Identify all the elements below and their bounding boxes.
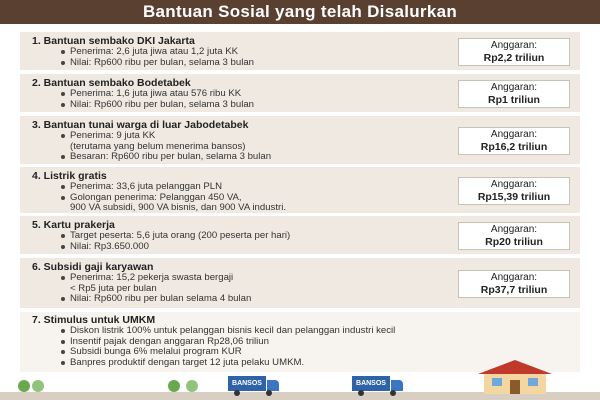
bullet-text: Banpres produktif dengan target 12 juta pelaku UMKM. [70, 356, 305, 368]
header-banner [0, 0, 600, 24]
bullet-item [70, 58, 254, 69]
bullet-item [70, 193, 286, 204]
wheel-icon [358, 390, 364, 396]
bullet-text: Penerima: 1,6 juta jiwa atau 576 ribu KK [70, 88, 242, 99]
aid-item-bullets [70, 273, 251, 305]
bullet-text: Nilai: Rp600 ribu per bulan selama 4 bulan [70, 293, 252, 304]
bullet-item [70, 273, 251, 284]
bullet-dot-icon [61, 361, 65, 365]
bullet-text: Nilai: Rp600 ribu per bulan, selama 3 bulan [70, 98, 254, 110]
budget-box [458, 127, 570, 155]
aid-item-bullets [70, 47, 254, 68]
page-title: Bantuan Sosial yang telah Disalurkan [142, 2, 458, 21]
aid-item-bullets [70, 182, 286, 214]
tree-icon [32, 380, 44, 392]
truck-cargo-label: BANSOS [352, 376, 390, 391]
tree-icon [168, 380, 180, 392]
aid-item-2 [20, 74, 580, 112]
tree-icon [18, 380, 30, 392]
bullet-dot-icon [61, 350, 65, 354]
aid-item-6 [20, 258, 580, 308]
bullet-text: Penerima: 2,6 juta jiwa atau 1,2 juta KK [70, 46, 238, 57]
bullet-text: Penerima: 9 juta KK [70, 130, 156, 141]
aid-item-1 [20, 32, 580, 70]
wheel-icon [266, 390, 272, 396]
aid-item-title: 3. Bantuan tunai warga di luar Jabodetabek [32, 119, 249, 131]
aid-item-title: 5. Kartu prakerja [32, 219, 115, 231]
bullet-item [70, 131, 271, 142]
budget-label: Anggaran: [490, 82, 538, 93]
bullet-text: Diskon listrik 100% untuk pelanggan bisnis kecil dan pelanggan industri kecil [70, 325, 396, 336]
bullet-dot-icon [61, 340, 65, 344]
bullet-item [70, 100, 254, 111]
house-door [510, 380, 520, 394]
bullet-dot-icon [61, 234, 65, 238]
budget-value: Rp15,39 triliun [477, 191, 551, 203]
budget-label: Anggaran: [490, 224, 538, 235]
bullet-text: Golongan penerima: Pelanggan 450 VA, [70, 191, 242, 203]
umkm-title: 7. Stimulus untuk UMKM [32, 314, 156, 326]
bullet-item [70, 152, 271, 163]
budget-value: Rp2,2 triliun [483, 52, 545, 64]
bullet-dot-icon [61, 155, 65, 159]
bullet-text: Nilai: Rp3.650.000 [70, 240, 149, 252]
bullet-text: Subsidi bunga 6% melalui program KUR [70, 346, 242, 357]
bullet-text: Penerima: 33,6 juta pelanggan PLN [70, 181, 223, 192]
bullet-dot-icon [61, 103, 65, 107]
bansos-truck-icon [228, 376, 280, 396]
budget-label: Anggaran: [490, 272, 538, 283]
bullet-item [70, 242, 290, 253]
aid-item-title: 4. Listrik gratis [32, 170, 107, 182]
aid-item-title: 6. Subsidi gaji karyawan [32, 261, 154, 273]
bullet-text: Nilai: Rp600 ribu per bulan, selama 3 bulan [70, 56, 254, 68]
budget-label: Anggaran: [490, 129, 538, 140]
bullet-continuation: 900 VA subsidi, 900 VA bisnis, dan 900 VA industri. [70, 202, 286, 213]
bansos-truck-icon [352, 376, 404, 396]
tree-icon [186, 380, 198, 392]
aid-item-title: 1. Bantuan sembako DKI Jakarta [32, 35, 195, 47]
bullet-dot-icon [61, 276, 65, 280]
budget-box [458, 80, 570, 108]
wheel-icon [234, 390, 240, 396]
bullet-dot-icon [61, 50, 65, 54]
bullet-dot-icon [61, 245, 65, 249]
aid-item-bullets [70, 131, 271, 163]
aid-item-bullets [70, 231, 290, 252]
bullet-dot-icon [61, 92, 65, 96]
house-roof [478, 360, 552, 374]
house-icon [478, 360, 552, 394]
budget-box [458, 222, 570, 250]
house-window [528, 378, 538, 386]
aid-item-4 [20, 167, 580, 213]
budget-box [458, 270, 570, 298]
aid-item-5 [20, 216, 580, 254]
budget-value: Rp16,2 triliun [480, 141, 548, 153]
aid-item-bullets [70, 89, 254, 110]
bullet-text: Besaran: Rp600 ribu per bulan, selama 3 bulan [70, 151, 272, 162]
budget-value: Rp20 triliun [485, 236, 543, 248]
bullet-text: Penerima: 15,2 pekerja swasta bergaji [70, 272, 234, 283]
budget-box [458, 177, 570, 205]
bullet-dot-icon [61, 329, 65, 333]
bullet-text: Target peserta: 5,6 juta orang (200 peserta per hari) [70, 230, 291, 241]
aid-item-3 [20, 116, 580, 164]
budget-box [458, 38, 570, 66]
budget-label: Anggaran: [490, 179, 538, 190]
bullet-dot-icon [61, 61, 65, 65]
truck-cargo-label: BANSOS [228, 376, 266, 391]
bullet-dot-icon [61, 196, 65, 200]
bullet-dot-icon [61, 134, 65, 138]
budget-value: Rp1 triliun [488, 94, 540, 106]
bullet-dot-icon [61, 185, 65, 189]
bullet-continuation: (terutama yang belum menerima bansos) [70, 140, 246, 152]
bullet-item [70, 294, 251, 305]
umkm-bullets [70, 326, 395, 368]
aid-item-title: 2. Bantuan sembako Bodetabek [32, 77, 191, 89]
budget-label: Anggaran: [490, 40, 538, 51]
bullet-item [70, 358, 395, 369]
bullet-text: Insentif pajak dengan anggaran Rp28,06 triliun [70, 335, 269, 347]
house-window [492, 378, 502, 386]
bullet-continuation: < Rp5 juta per bulan [70, 282, 157, 294]
budget-value: Rp37,7 triliun [480, 284, 548, 296]
wheel-icon [390, 390, 396, 396]
bullet-dot-icon [61, 297, 65, 301]
